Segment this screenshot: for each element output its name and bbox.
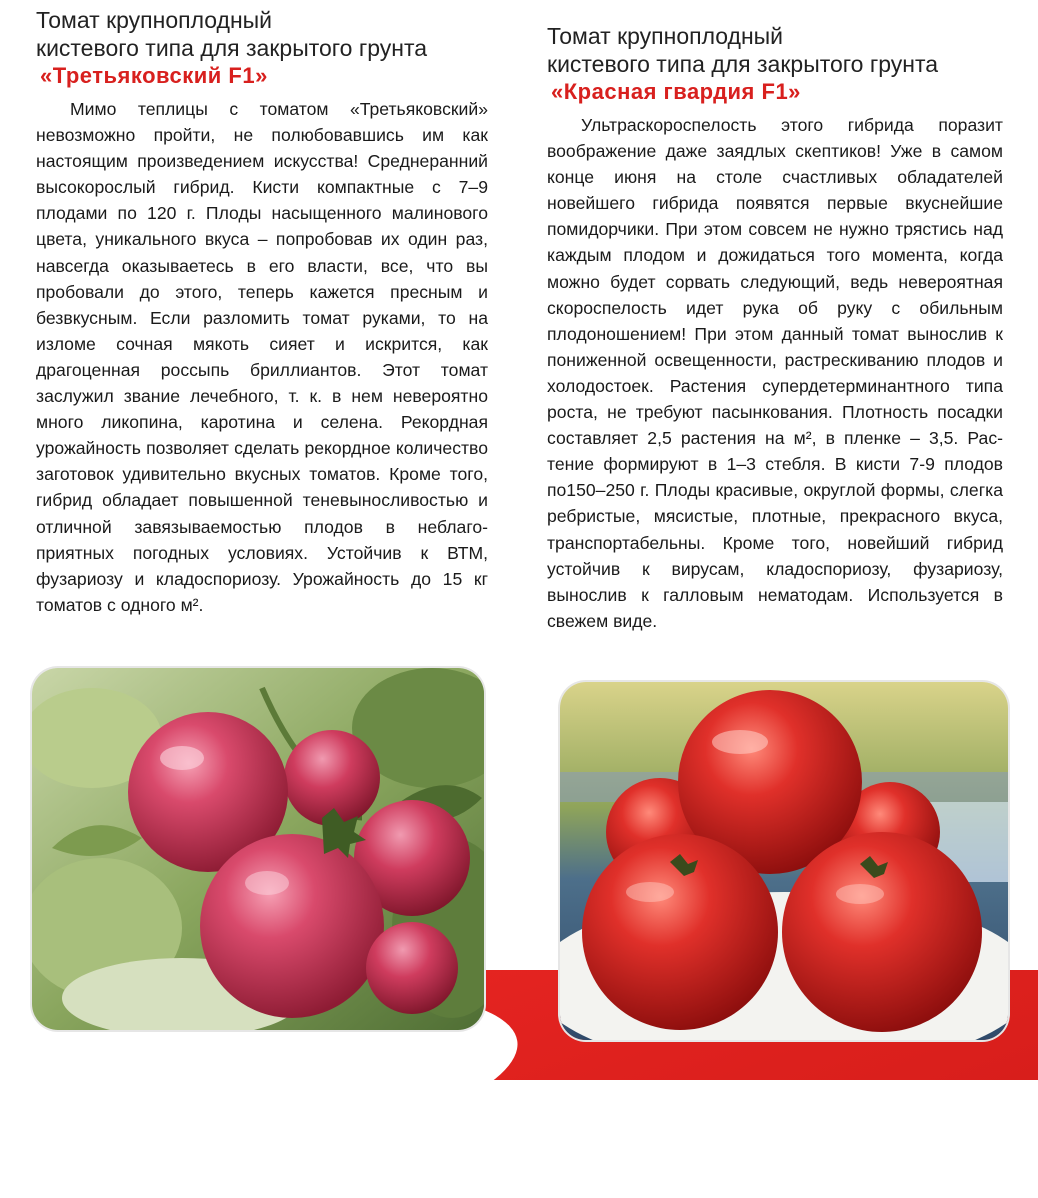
krasnaya-gvardiya-tomato-photo xyxy=(560,682,1008,1040)
right-body-text: Ультраскороспелость этого гибрида поразит воображение даже заядлых скептиков! Уже в самом конце июня на столе счастливых обладателей новейшего гибрида появятся первые вкуснейшие помидорчики. При этом совсем не нужно трястись над каждым плодом и дожидаться того момента, когда можно будет сорвать следующий, ведь невероятная скороспелость идет рука об руку с обильным плодоношением! При этом данный томат вынослив к пониженной освещенности, растрескиванию плодов и холодостоек. Растения супердетерминантного типа роста, не требуют пасынкования. Плотность посадки составляет 2,5 растения на м², в пленке – 3,5. Растение формируют в 1–3 стебля. В кисти 7-9 плодов по150–250 г. Плоды красивые, округлой формы, слегка ребристые, мясистые, плотные, прекрасного вкуса, транспортабельны. Кроме того, новейший гибрид устойчив к вирусам, кладоспориозу, фузариозу, вынослив к галловым нематодам. Используется в свежем виде. xyxy=(547,115,1003,631)
right-heading-line1: Томат крупноплодный xyxy=(547,23,784,49)
right-article xyxy=(547,22,1003,634)
left-heading-line1: Томат крупноплодный xyxy=(36,7,273,33)
left-article xyxy=(36,6,488,618)
tretyakovsky-tomato-photo xyxy=(32,668,484,1030)
left-heading-line2: кистевого типа для закрытого грунта xyxy=(36,35,428,61)
left-body-text: Мимо теплицы с томатом «Третьяковский» невозможно пройти, не полюбовавшись им как настоящим произведением искусства! Среднеранний высокорослый гибрид. Кисти компактные с 7–9 плодами по 120 г. Плоды насыщенного малинового цвета, уникального вкуса – попробовав их один раз, навсегда оказываетесь в его власти, все, что вы пробовали до этого, теперь кажется пресным и безвкусным. Если разломить томат руками, то на изломе сочная мякоть сияет и искрится, как драгоценная россыпь бриллиантов. Этот томат заслужил звание лечебного, т. к. в нем невероятно много ликопина, каротина и селена. Рекордная урожайность позволяет сделать рекордное количество заготовок удивительно вкусных томатов. Кроме того, гибрид обладает повышенной теневыносливостью и отличной завязываемостью плодов в неблагоприятных погодных условиях. Устойчив к ВТМ, фузариозу и кладоспориозу. Урожайность до 15 кг томатов с одного м². xyxy=(36,99,488,615)
right-heading-line2: кистевого типа для закрытого грунта xyxy=(547,51,939,77)
tomato-vine-illustration xyxy=(32,668,484,1030)
left-variety-name: «Третьяковский F1» xyxy=(40,63,268,88)
right-variety-name: «Красная гвардия F1» xyxy=(551,79,801,104)
tomato-plate-illustration xyxy=(560,682,1008,1040)
